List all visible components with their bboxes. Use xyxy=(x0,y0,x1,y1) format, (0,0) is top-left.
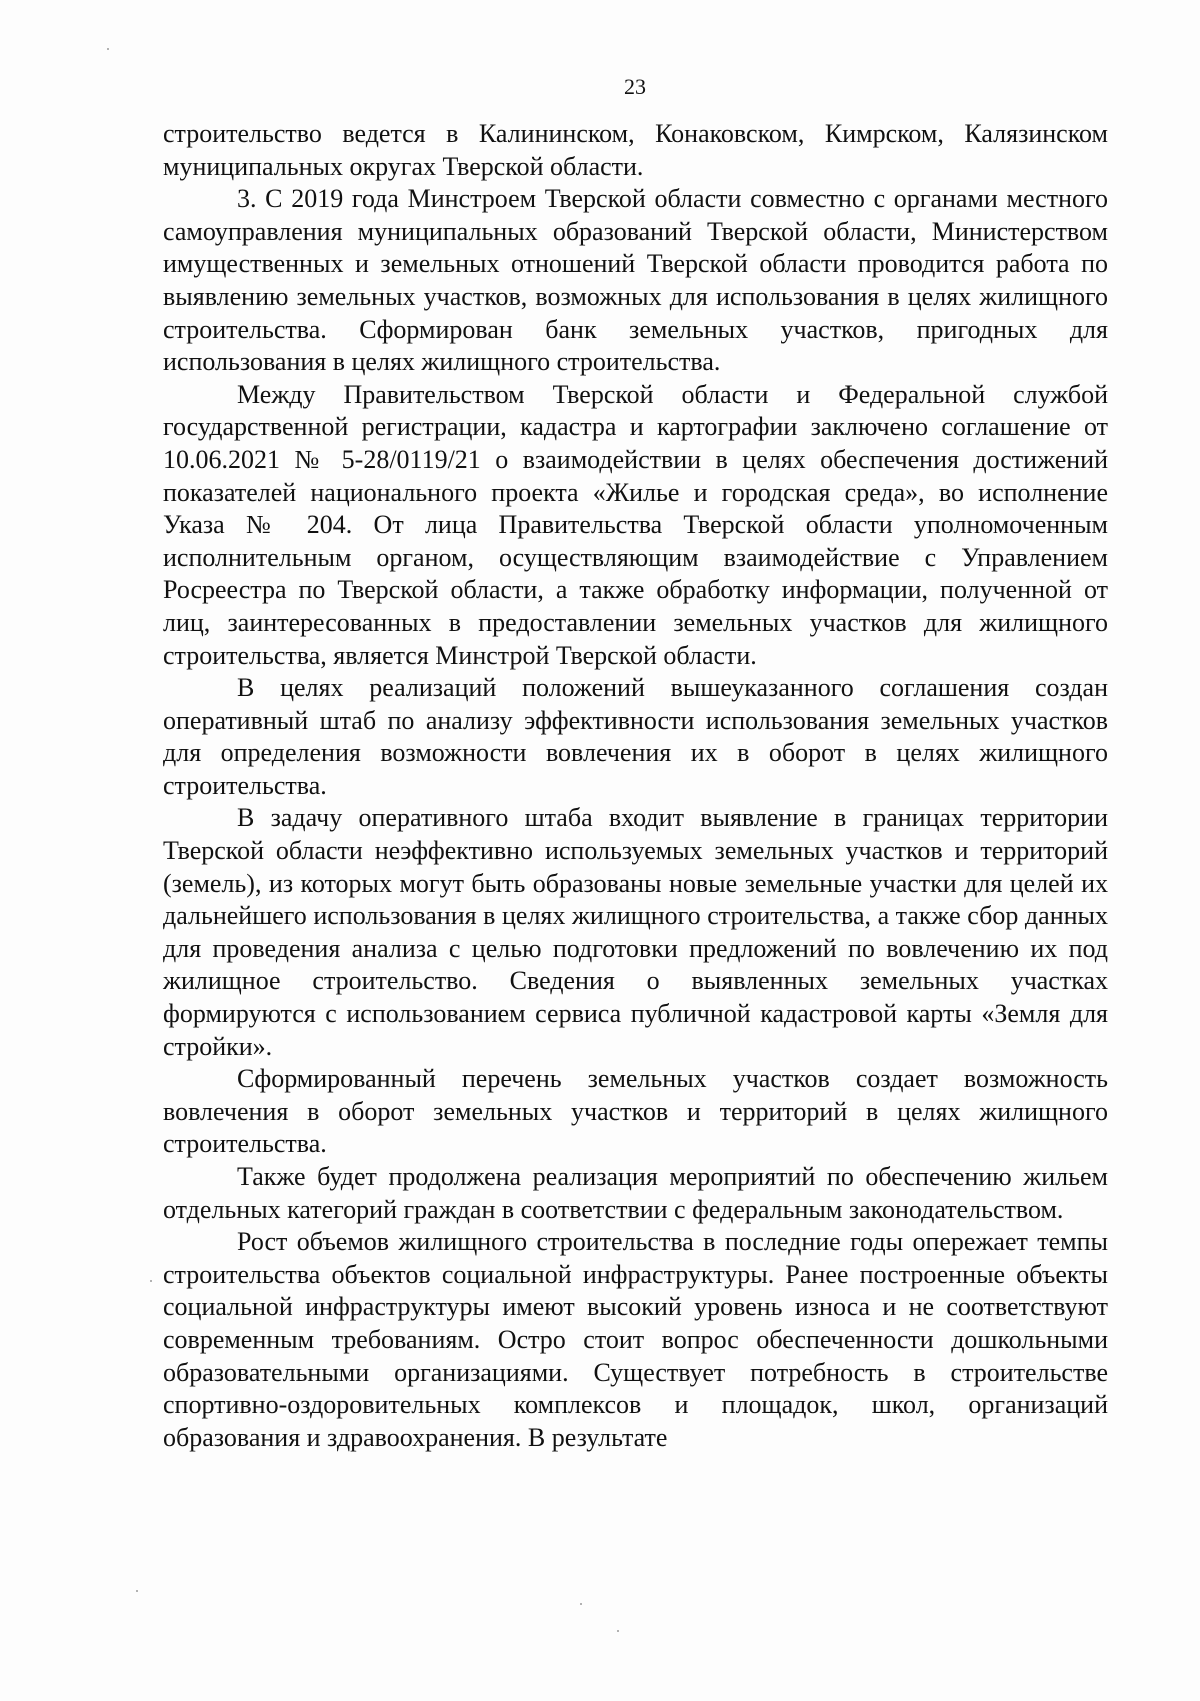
paragraph-land-list: Сформированный перечень земельных участков создает возможность вовлечения в оборот земельных участков и территорий в целях жилищного строительства. xyxy=(163,1064,1108,1159)
paragraph-agreement: Между Правительством Тверской области и Федеральной службой государственной регистрации, кадастра и картографии заключено соглашение от 10.06.2021 № 5-28/0119/21 о взаимодействии в целях обеспечения достижений показателей национального проекта «Жилье и городская среда», во исполнение Указа № 204. От лица Правительства Тверской области уполномоченным исполнительным органом, осуществляющим взаимодействие с Управлением Росреестра по Тверской области, а также обработку информации, полученной от лиц, заинтересованных в предоставлении земельных участков для жилищного строительства, является Минстрой Тверской области. xyxy=(163,379,1108,670)
paragraph-housing-measures: Также будет продолжена реализация мероприятий по обеспечению жильем отдельных категорий граждан в соответствии с федеральным законодательством. xyxy=(163,1162,1108,1224)
scan-speck xyxy=(136,1590,138,1592)
scan-speck xyxy=(107,48,109,50)
page-number: 23 xyxy=(624,74,646,99)
paragraph-headquarters-task: В задачу оперативного штаба входит выявление в границах территории Тверской области неэффективно используемых земельных участков и территорий (земель), из которых могут быть образованы новые земельные участки для целей их дальнейшего использования в целях жилищного строительства, а также сбор данных для проведения анализа с целью подготовки предложений по вовлечению их под жилищное строительство. Сведения о выявленных земельных участках формируются с использованием сервиса публичной кадастровой карты «Земля для стройки». xyxy=(163,803,1108,1061)
scan-speck xyxy=(580,1603,582,1605)
document-body xyxy=(163,118,1108,1454)
paragraph-item-3: 3. С 2019 года Минстроем Тверской области совместно с органами местного самоуправления муниципальных образований Тверской области, Министерством имущественных и земельных отношений Тверской области проводится работа по выявлению земельных участков, возможных для использования в целях жилищного строительства. Сформирован банк земельных участков, пригодных для использования в целях жилищного строительства. xyxy=(163,184,1108,377)
paragraph-social-infrastructure: Рост объемов жилищного строительства в последние годы опережает темпы строительства объектов социальной инфраструктуры. Ранее построенные объекты социальной инфраструктуры имеют высокий уровень износа и не соответствуют современным требованиям. Остро стоит вопрос обеспеченности дошкольными образовательными организациями. Существует потребность в строительстве спортивно-оздоровительных комплексов и площадок, школ, организаций образования и здравоохранения. В результате xyxy=(163,1227,1108,1452)
scan-speck xyxy=(617,1630,619,1632)
paragraph-continuation: строительство ведется в Калининском, Конаковском, Кимрском, Калязинском муниципальных округах Тверской области. xyxy=(163,119,1108,181)
paragraph-headquarters: В целях реализаций положений вышеуказанного соглашения создан оперативный штаб по анализу эффективности использования земельных участков для определения возможности вовлечения их в оборот в целях жилищного строительства. xyxy=(163,673,1108,800)
scan-speck xyxy=(150,1280,152,1282)
